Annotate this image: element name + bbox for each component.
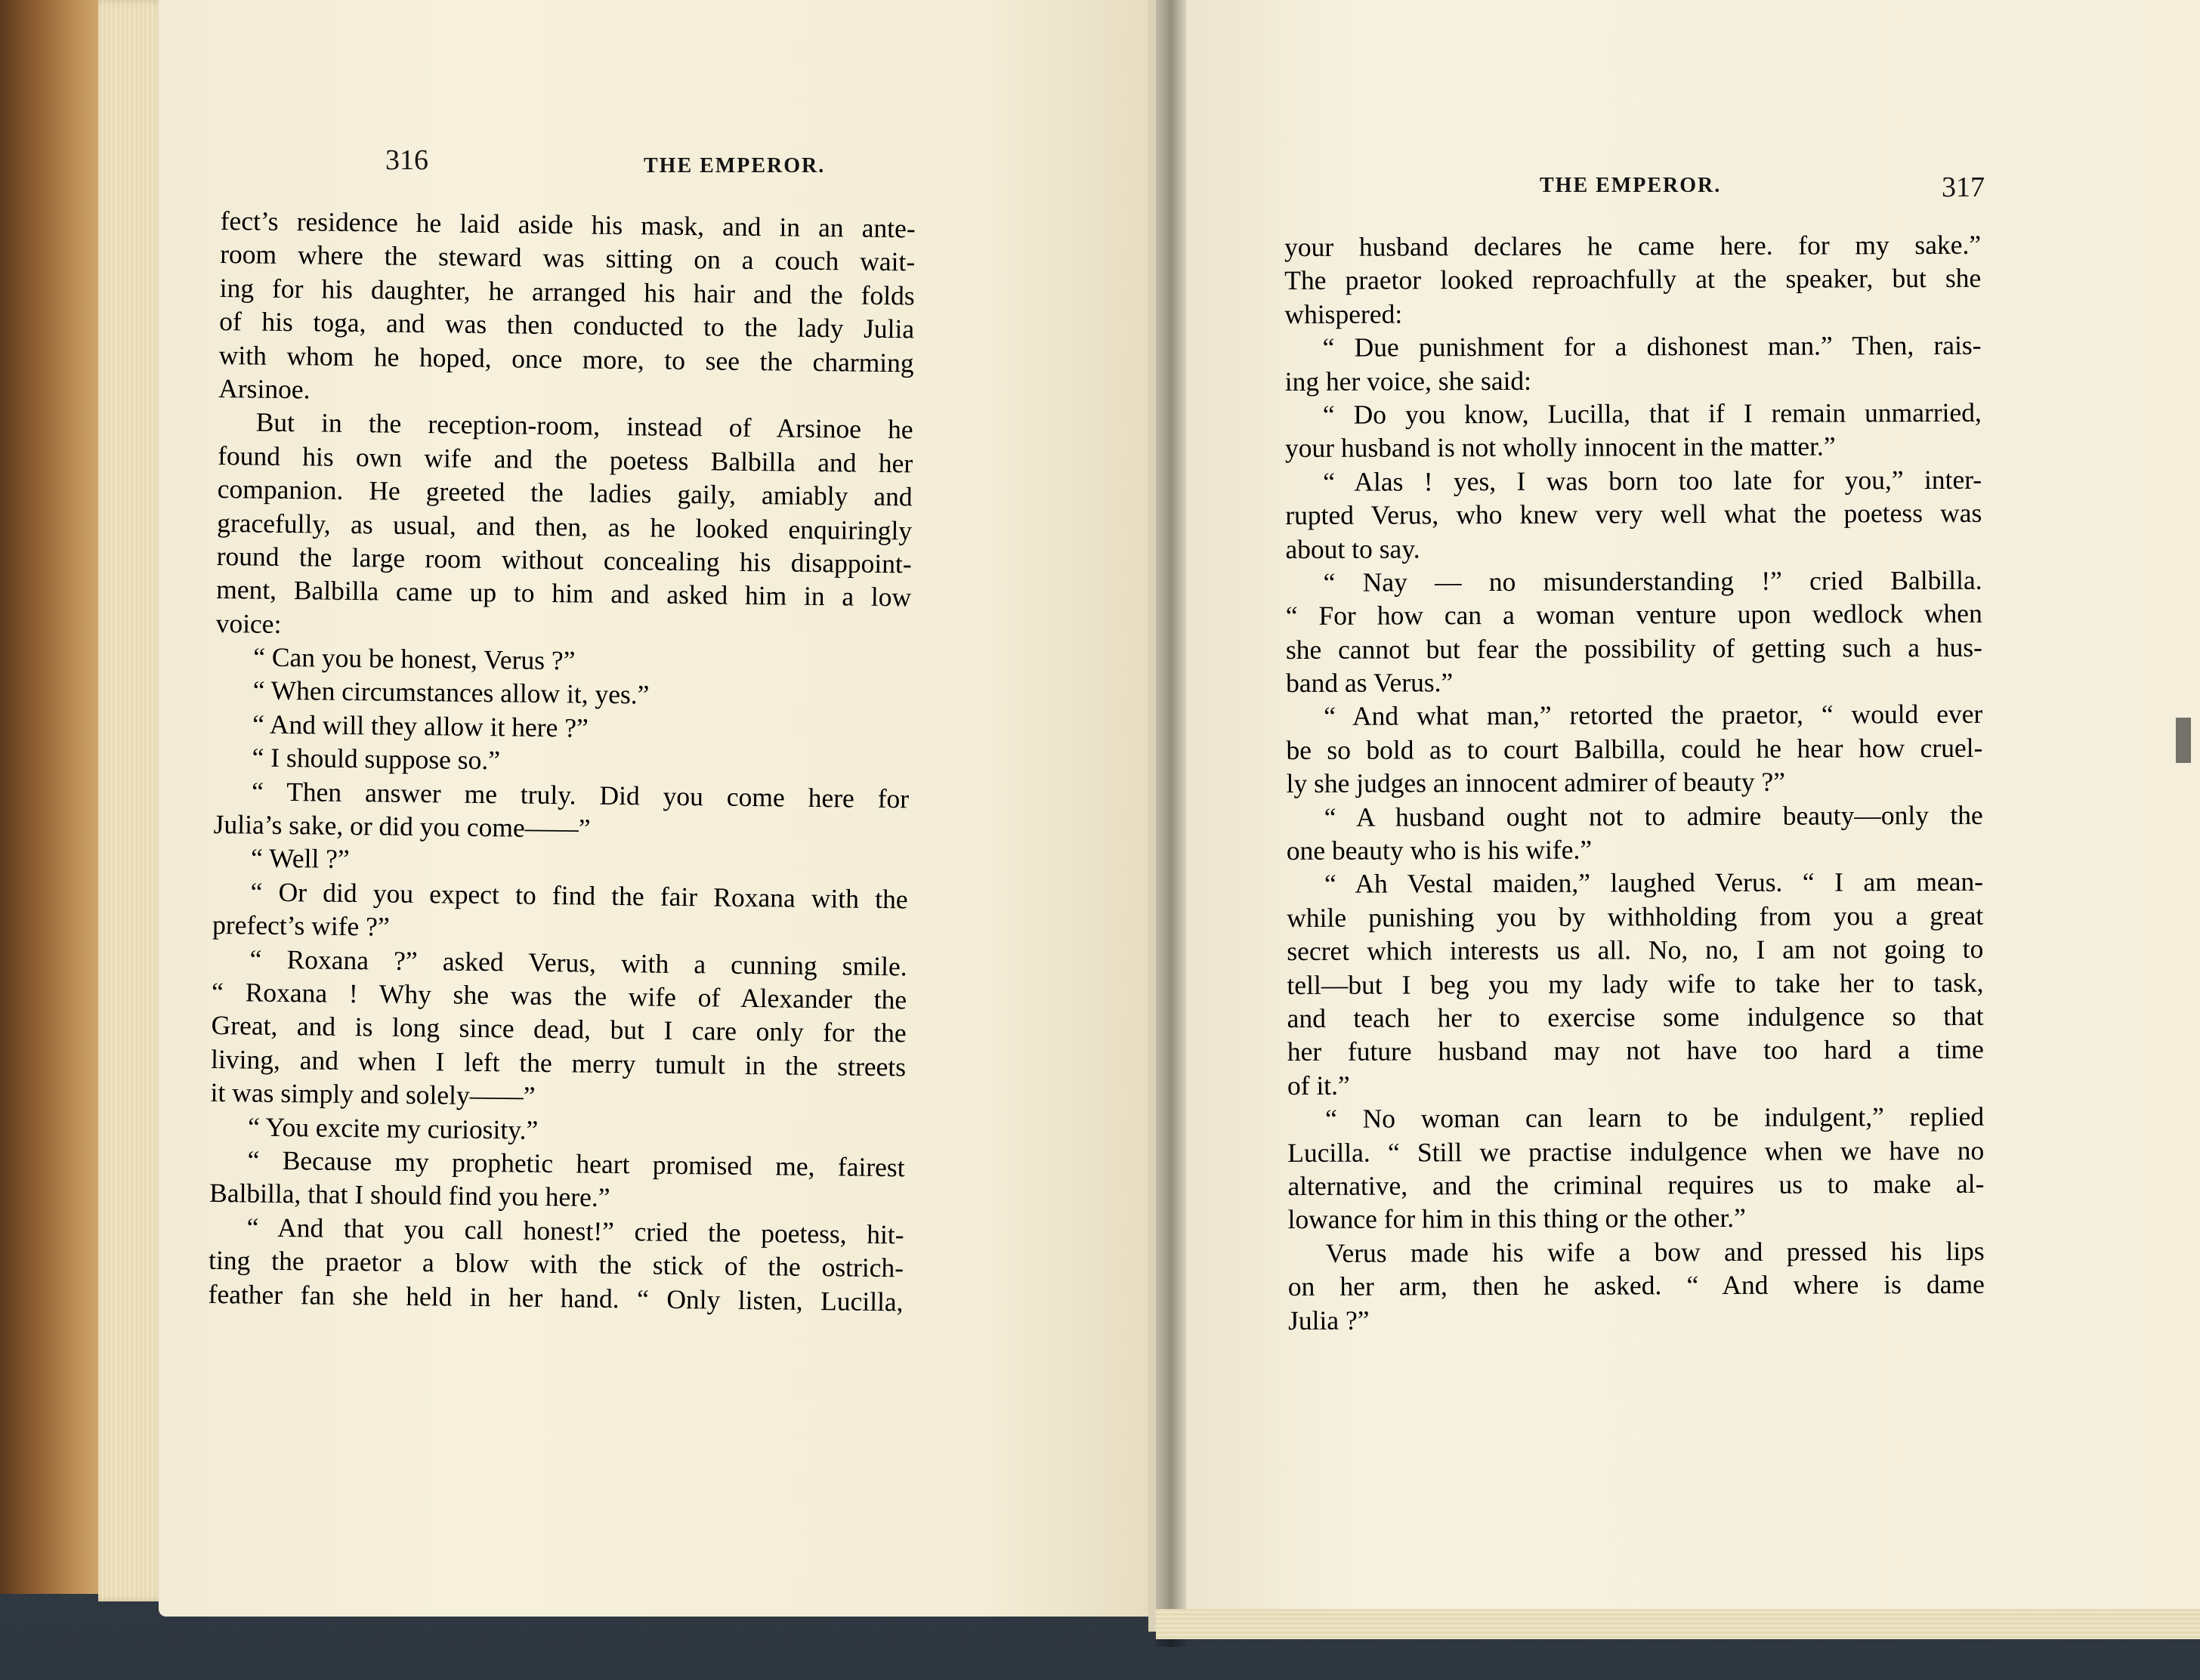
- text-line: ment, Balbilla came up to him and asked him in a low: [215, 574, 912, 613]
- text-line: about to say.: [1285, 533, 1420, 564]
- text-line: Arsinoe.: [218, 372, 311, 405]
- left-page-stack: [98, 0, 166, 1601]
- right-page-text: [1284, 228, 1985, 1337]
- text-line: with whom he hoped, once more, to see the charming: [218, 339, 914, 378]
- text-line: ing her voice, she said:: [1284, 365, 1532, 397]
- text-line: “ I should suppose so.”: [252, 742, 501, 776]
- text-line: Great, and is long since dead, but I care only for the: [211, 1010, 907, 1048]
- text-line: “ A husband ought not to admire beauty—only the: [1324, 799, 1983, 832]
- text-line: living, and when I left the merry tumult in the streets: [210, 1043, 907, 1082]
- text-line: “ And will they allow it here ?”: [252, 709, 589, 743]
- text-line: it was simply and solely——”: [210, 1077, 536, 1111]
- text-line: band as Verus.”: [1286, 667, 1454, 699]
- text-line: “ Can you be honest, Verus ?”: [252, 641, 576, 676]
- text-line: tell—but I beg you my lady wife to take her to task,: [1287, 967, 1984, 1000]
- text-line: “ Roxana ?” asked Verus, with a cunning smile.: [249, 943, 907, 981]
- text-line: alternative, and the criminal requires us to make al-: [1287, 1168, 1985, 1201]
- text-line: ting the praetor a blow with the stick of the ostrich-: [208, 1245, 904, 1283]
- text-line: “ Because my prophetic heart promised me, fairest: [247, 1144, 905, 1183]
- right-running-head: THE EMPEROR.: [1540, 174, 1722, 197]
- text-line: “ Nay — no misunderstanding !” cried Balbilla.: [1323, 564, 1982, 598]
- text-line: Lucilla. “ Still we practise indulgence when we have no: [1287, 1135, 1985, 1168]
- book-gutter: [1156, 0, 1186, 1647]
- text-line: be so bold as to court Balbilla, could he hear how cruel-: [1286, 732, 1983, 765]
- text-line: “ Then answer me truly. Did you come here for: [251, 776, 910, 814]
- text-line: “ And that you call honest!” cried the poetess, hit-: [246, 1212, 904, 1250]
- text-line: gracefully, as usual, and then, as he looked enquiringly: [216, 507, 913, 545]
- text-line: found his own wife and the poetess Balbilla and her: [217, 440, 913, 479]
- text-line: Verus made his wife a bow and pressed his lips: [1325, 1235, 1985, 1268]
- text-line: rupted Verus, who knew very well what the poetess was: [1285, 497, 1982, 531]
- text-line: she cannot but fear the possibility of getting such a hus-: [1285, 632, 1983, 665]
- text-line: round the large room without concealing his disappoint-: [216, 540, 912, 579]
- left-running-head: THE EMPEROR.: [644, 154, 826, 178]
- text-line: “ Roxana ! Why she was the wife of Alexander the: [211, 976, 907, 1015]
- text-line: “ You excite my curiosity.”: [247, 1111, 539, 1145]
- text-line: Julia ?”: [1287, 1305, 1370, 1336]
- text-line: “ And what man,” retorted the praetor, “ would ever: [1324, 699, 1983, 732]
- text-line: whispered:: [1284, 298, 1403, 329]
- text-line: prefect’s wife ?”: [212, 909, 390, 942]
- text-line: ing for his daughter, he arranged his hair and the folds: [219, 272, 915, 311]
- text-line: “ Alas ! yes, I was born too late for you,” inter-: [1323, 464, 1982, 497]
- text-line: companion. He greeted the ladies gaily, amiably and: [217, 474, 913, 512]
- text-line: “ Or did you expect to find the fair Roxana with the: [250, 876, 908, 915]
- text-line: Julia’s sake, or did you come——”: [213, 808, 591, 844]
- text-line: “ When circumstances allow it, yes.”: [252, 675, 650, 710]
- text-line: fect’s residence he laid aside his mask, and in an ante-: [220, 205, 916, 244]
- left-page-text: [208, 204, 916, 1318]
- right-page-edge: [1156, 1609, 2200, 1639]
- right-page-number: 317: [1942, 171, 1985, 203]
- scan-marker: [2176, 718, 2191, 763]
- text-line: room where the steward was sitting on a couch wait-: [220, 239, 916, 277]
- text-line: “ Well ?”: [250, 842, 350, 875]
- text-line: secret which interests us all. No, no, I am not going to: [1287, 933, 1984, 967]
- text-line: “ For how can a woman venture upon wedlock when: [1285, 598, 1982, 632]
- left-page-number: 316: [385, 144, 428, 176]
- text-line: Balbilla, that I should find you here.”: [209, 1178, 610, 1213]
- text-line: “ Ah Vestal maiden,” laughed Verus. “ I am mean-: [1324, 866, 1984, 900]
- text-line: your husband is not wholly innocent in the matter.”: [1284, 431, 1836, 464]
- text-line: of his toga, and was then conducted to the lady Julia: [219, 306, 915, 344]
- text-line: “ No woman can learn to be indulgent,” replied: [1325, 1101, 1985, 1134]
- text-line: while punishing you by withholding from you a great: [1287, 900, 1984, 933]
- text-line: “ Do you know, Lucilla, that if I remain unmarried,: [1322, 397, 1982, 430]
- text-line: “ Due punishment for a dishonest man.” Then, rais-: [1322, 329, 1982, 363]
- text-line: one beauty who is his wife.”: [1286, 834, 1593, 866]
- text-line: her future husband may not have too hard a time: [1287, 1034, 1984, 1067]
- text-line: lowance for him in this thing or the other.”: [1287, 1203, 1746, 1235]
- text-line: voice:: [215, 607, 282, 639]
- text-line: But in the reception-room, instead of Arsinoe he: [255, 406, 913, 445]
- text-line: on her arm, then he asked. “ And where is dame: [1287, 1268, 1985, 1302]
- text-line: ly she judges an innocent admirer of beauty ?”: [1286, 766, 1786, 799]
- text-line: feather fan she held in her hand. “ Only listen, Lucilla,: [208, 1278, 904, 1317]
- text-line: your husband declares he came here. for my sake.”: [1284, 229, 1982, 262]
- text-line: of it.”: [1287, 1070, 1350, 1101]
- text-line: and teach her to exercise some indulgence so that: [1287, 1000, 1984, 1033]
- text-line: The praetor looked reproachfully at the speaker, but she: [1284, 263, 1982, 296]
